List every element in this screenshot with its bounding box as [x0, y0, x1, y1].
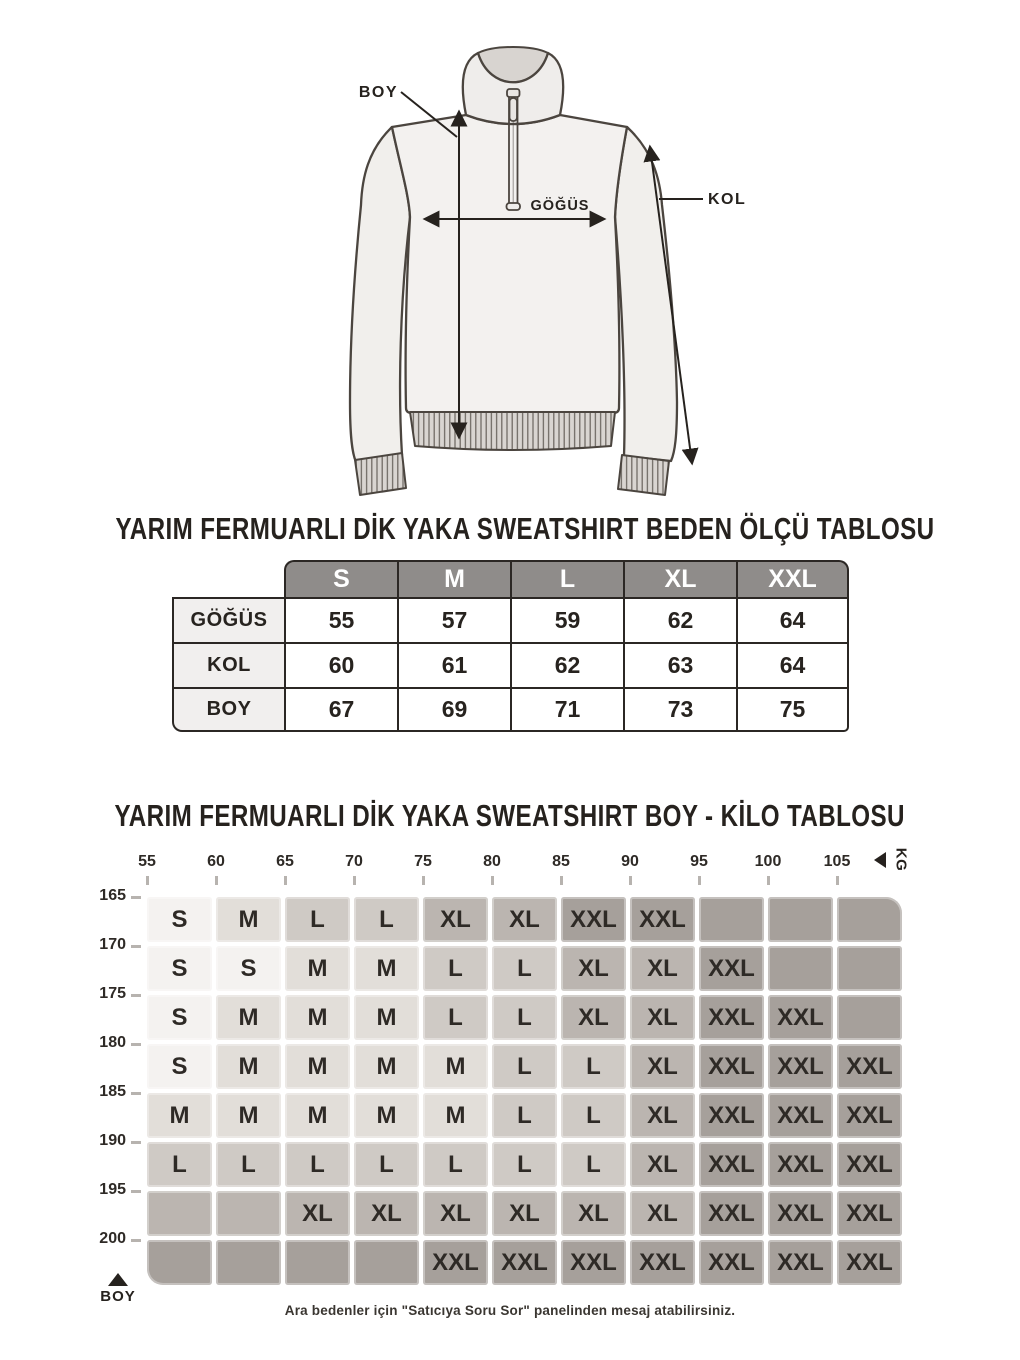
fit-cell-XXL: XXL	[768, 995, 833, 1040]
fit-cell-M: M	[423, 1093, 488, 1138]
fit-cell-L: L	[492, 946, 557, 991]
fit-cell-M: M	[354, 995, 419, 1040]
fit-cell-L: L	[285, 1142, 350, 1187]
fit-cell-S: S	[147, 897, 212, 942]
size-table	[172, 560, 849, 732]
measure-value-cell: 67	[284, 687, 397, 732]
fit-cell-XXL: XXL	[423, 1240, 488, 1285]
measure-value-cell: 62	[623, 597, 736, 642]
fit-cell-XXL: XXL	[561, 897, 626, 942]
height-unit-label: BOY	[100, 1288, 136, 1305]
size-column-header-M: M	[397, 560, 510, 597]
corner-spacer	[172, 560, 284, 597]
fit-cell-empty	[216, 1191, 281, 1236]
fit-cell-XXL: XXL	[768, 1142, 833, 1187]
fit-cell-empty	[285, 1240, 350, 1285]
fit-cell-empty	[768, 946, 833, 991]
fit-cell-M: M	[285, 1044, 350, 1089]
fit-cell-empty	[837, 897, 902, 942]
fit-cell-L: L	[561, 1044, 626, 1089]
fit-cell-XXL: XXL	[561, 1240, 626, 1285]
fit-cell-XL: XL	[561, 946, 626, 991]
fit-cell-XXL: XXL	[630, 1240, 695, 1285]
fit-cell-L: L	[423, 995, 488, 1040]
fit-cell-XL: XL	[630, 1142, 695, 1187]
fit-cell-empty	[147, 1191, 212, 1236]
height-tick-label: 180	[99, 1034, 126, 1051]
fit-cell-M: M	[147, 1093, 212, 1138]
weight-tick-label: 100	[754, 853, 782, 870]
weight-tick-label: 65	[276, 853, 294, 870]
fit-cell-M: M	[423, 1044, 488, 1089]
weight-tick-mark	[284, 876, 287, 885]
fit-cell-XXL: XXL	[837, 1142, 902, 1187]
measure-value-cell: 75	[736, 687, 849, 732]
height-tick-label: 185	[99, 1083, 126, 1100]
fit-cell-L: L	[492, 1044, 557, 1089]
weight-tick-label: 95	[690, 853, 708, 870]
size-column-header-XXL: XXL	[736, 560, 849, 597]
measure-value-cell: 63	[623, 642, 736, 687]
fit-table-title: YARIM FERMUARLI DİK YAKA SWEATSHIRT BOY - KİLO TABLOSU	[114, 798, 906, 833]
fit-cell-empty	[837, 995, 902, 1040]
weight-tick-mark	[560, 876, 563, 885]
height-tick-mark	[131, 896, 141, 899]
height-unit-marker	[90, 1273, 146, 1305]
fit-cell-XXL: XXL	[699, 1191, 764, 1236]
fit-cell-XL: XL	[630, 1093, 695, 1138]
weight-tick-label: 60	[207, 853, 225, 870]
weight-tick-label: 90	[621, 853, 639, 870]
fit-cell-L: L	[492, 995, 557, 1040]
height-tick-mark	[131, 945, 141, 948]
measure-value-cell: 55	[284, 597, 397, 642]
height-tick-mark	[131, 1092, 141, 1095]
height-tick-mark	[131, 994, 141, 997]
fit-cell-L: L	[423, 946, 488, 991]
weight-tick-label: 85	[552, 853, 570, 870]
fit-cell-XL: XL	[630, 1191, 695, 1236]
fit-cell-L: L	[492, 1093, 557, 1138]
fit-cell-XXL: XXL	[837, 1191, 902, 1236]
height-tick-mark	[131, 1141, 141, 1144]
height-tick-label: 200	[99, 1230, 126, 1247]
fit-cell-M: M	[216, 1093, 281, 1138]
size-column-header-S: S	[284, 560, 397, 597]
fit-cell-XXL: XXL	[837, 1093, 902, 1138]
measure-value-cell: 64	[736, 597, 849, 642]
measure-row-label: KOL	[172, 642, 284, 687]
length-label: BOY	[358, 84, 398, 101]
weight-tick-mark	[629, 876, 632, 885]
size-column-header-XL: XL	[623, 560, 736, 597]
fit-cell-empty	[837, 946, 902, 991]
footer-note: Ara bedenler için "Satıcıya Soru Sor" panelinden mesaj atabilirsiniz.	[284, 1303, 736, 1318]
fit-cell-XL: XL	[561, 1191, 626, 1236]
height-tick-label: 190	[99, 1132, 126, 1149]
zipper	[507, 89, 521, 210]
fit-cell-empty	[768, 897, 833, 942]
height-tick-mark	[131, 1190, 141, 1193]
fit-cell-XL: XL	[630, 1044, 695, 1089]
height-tick-label: 195	[99, 1181, 126, 1198]
fit-cell-L: L	[216, 1142, 281, 1187]
fit-cell-XXL: XXL	[699, 1044, 764, 1089]
size-column-header-L: L	[510, 560, 623, 597]
weight-unit-label: KG	[892, 847, 910, 872]
fit-chart	[0, 845, 1020, 1325]
sleeve-label: KOL	[708, 191, 747, 208]
sweatshirt-illustration	[0, 0, 1020, 510]
measure-value-cell: 60	[284, 642, 397, 687]
fit-cell-S: S	[147, 946, 212, 991]
height-tick-label: 170	[99, 936, 126, 953]
fit-cell-M: M	[354, 1093, 419, 1138]
weight-tick-label: 80	[483, 853, 501, 870]
up-arrow-icon	[108, 1273, 128, 1286]
weight-tick-mark	[767, 876, 770, 885]
weight-tick-mark	[146, 876, 149, 885]
fit-cell-M: M	[354, 946, 419, 991]
fit-cell-XXL: XXL	[699, 1240, 764, 1285]
measure-value-cell: 62	[510, 642, 623, 687]
measure-value-cell: 61	[397, 642, 510, 687]
measure-value-cell: 59	[510, 597, 623, 642]
fit-cell-XL: XL	[630, 995, 695, 1040]
measure-value-cell: 64	[736, 642, 849, 687]
fit-cell-L: L	[354, 1142, 419, 1187]
height-tick-label: 165	[99, 887, 126, 904]
weight-tick-mark	[422, 876, 425, 885]
fit-cell-empty	[699, 897, 764, 942]
measure-row-label: BOY	[172, 687, 284, 732]
fit-cell-M: M	[216, 1044, 281, 1089]
fit-cell-L: L	[423, 1142, 488, 1187]
fit-grid	[147, 897, 902, 1285]
fit-cell-XL: XL	[285, 1191, 350, 1236]
fit-cell-S: S	[216, 946, 281, 991]
fit-cell-XL: XL	[423, 1191, 488, 1236]
measure-value-cell: 71	[510, 687, 623, 732]
fit-cell-XXL: XXL	[699, 995, 764, 1040]
fit-cell-S: S	[147, 1044, 212, 1089]
size-table-title: YARIM FERMUARLI DİK YAKA SWEATSHIRT BEDEN ÖLÇÜ TABLOSU	[115, 511, 935, 546]
fit-cell-XL: XL	[354, 1191, 419, 1236]
fit-cell-XL: XL	[630, 946, 695, 991]
fit-cell-L: L	[147, 1142, 212, 1187]
fit-cell-L: L	[492, 1142, 557, 1187]
weight-tick-mark	[698, 876, 701, 885]
fit-cell-XXL: XXL	[699, 1142, 764, 1187]
weight-tick-mark	[353, 876, 356, 885]
garment-drawing	[350, 47, 677, 495]
fit-cell-XL: XL	[492, 1191, 557, 1236]
fit-cell-M: M	[285, 995, 350, 1040]
weight-tick-mark	[215, 876, 218, 885]
weight-tick-label: 105	[823, 853, 851, 870]
fit-cell-empty	[216, 1240, 281, 1285]
fit-cell-M: M	[285, 946, 350, 991]
fit-cell-M: M	[216, 995, 281, 1040]
height-tick-mark	[131, 1239, 141, 1242]
fit-cell-XXL: XXL	[768, 1240, 833, 1285]
left-arrow-icon	[874, 852, 886, 868]
fit-cell-L: L	[285, 897, 350, 942]
weight-tick-label: 70	[345, 853, 363, 870]
fit-cell-XXL: XXL	[837, 1044, 902, 1089]
measure-value-cell: 57	[397, 597, 510, 642]
fit-cell-XXL: XXL	[837, 1240, 902, 1285]
weight-tick-mark	[836, 876, 839, 885]
fit-cell-XXL: XXL	[699, 1093, 764, 1138]
fit-cell-L: L	[354, 897, 419, 942]
fit-cell-XXL: XXL	[492, 1240, 557, 1285]
weight-unit-marker	[874, 847, 913, 872]
fit-cell-empty	[354, 1240, 419, 1285]
fit-cell-XL: XL	[492, 897, 557, 942]
fit-cell-XL: XL	[423, 897, 488, 942]
measure-row-label: GÖĞÜS	[172, 597, 284, 642]
fit-cell-S: S	[147, 995, 212, 1040]
fit-cell-XL: XL	[561, 995, 626, 1040]
fit-cell-L: L	[561, 1093, 626, 1138]
fit-cell-XXL: XXL	[630, 897, 695, 942]
weight-tick-label: 75	[414, 853, 432, 870]
fit-cell-XXL: XXL	[768, 1093, 833, 1138]
fit-cell-XXL: XXL	[768, 1191, 833, 1236]
weight-tick-mark	[491, 876, 494, 885]
height-tick-mark	[131, 1043, 141, 1046]
height-tick-label: 175	[99, 985, 126, 1002]
fit-cell-L: L	[561, 1142, 626, 1187]
weight-tick-label: 55	[138, 853, 156, 870]
fit-cell-M: M	[285, 1093, 350, 1138]
fit-cell-empty	[147, 1240, 212, 1285]
measure-value-cell: 69	[397, 687, 510, 732]
chest-label: GÖĞÜS	[530, 198, 590, 214]
measure-value-cell: 73	[623, 687, 736, 732]
fit-cell-M: M	[216, 897, 281, 942]
fit-cell-M: M	[354, 1044, 419, 1089]
fit-cell-XXL: XXL	[768, 1044, 833, 1089]
fit-cell-XXL: XXL	[699, 946, 764, 991]
